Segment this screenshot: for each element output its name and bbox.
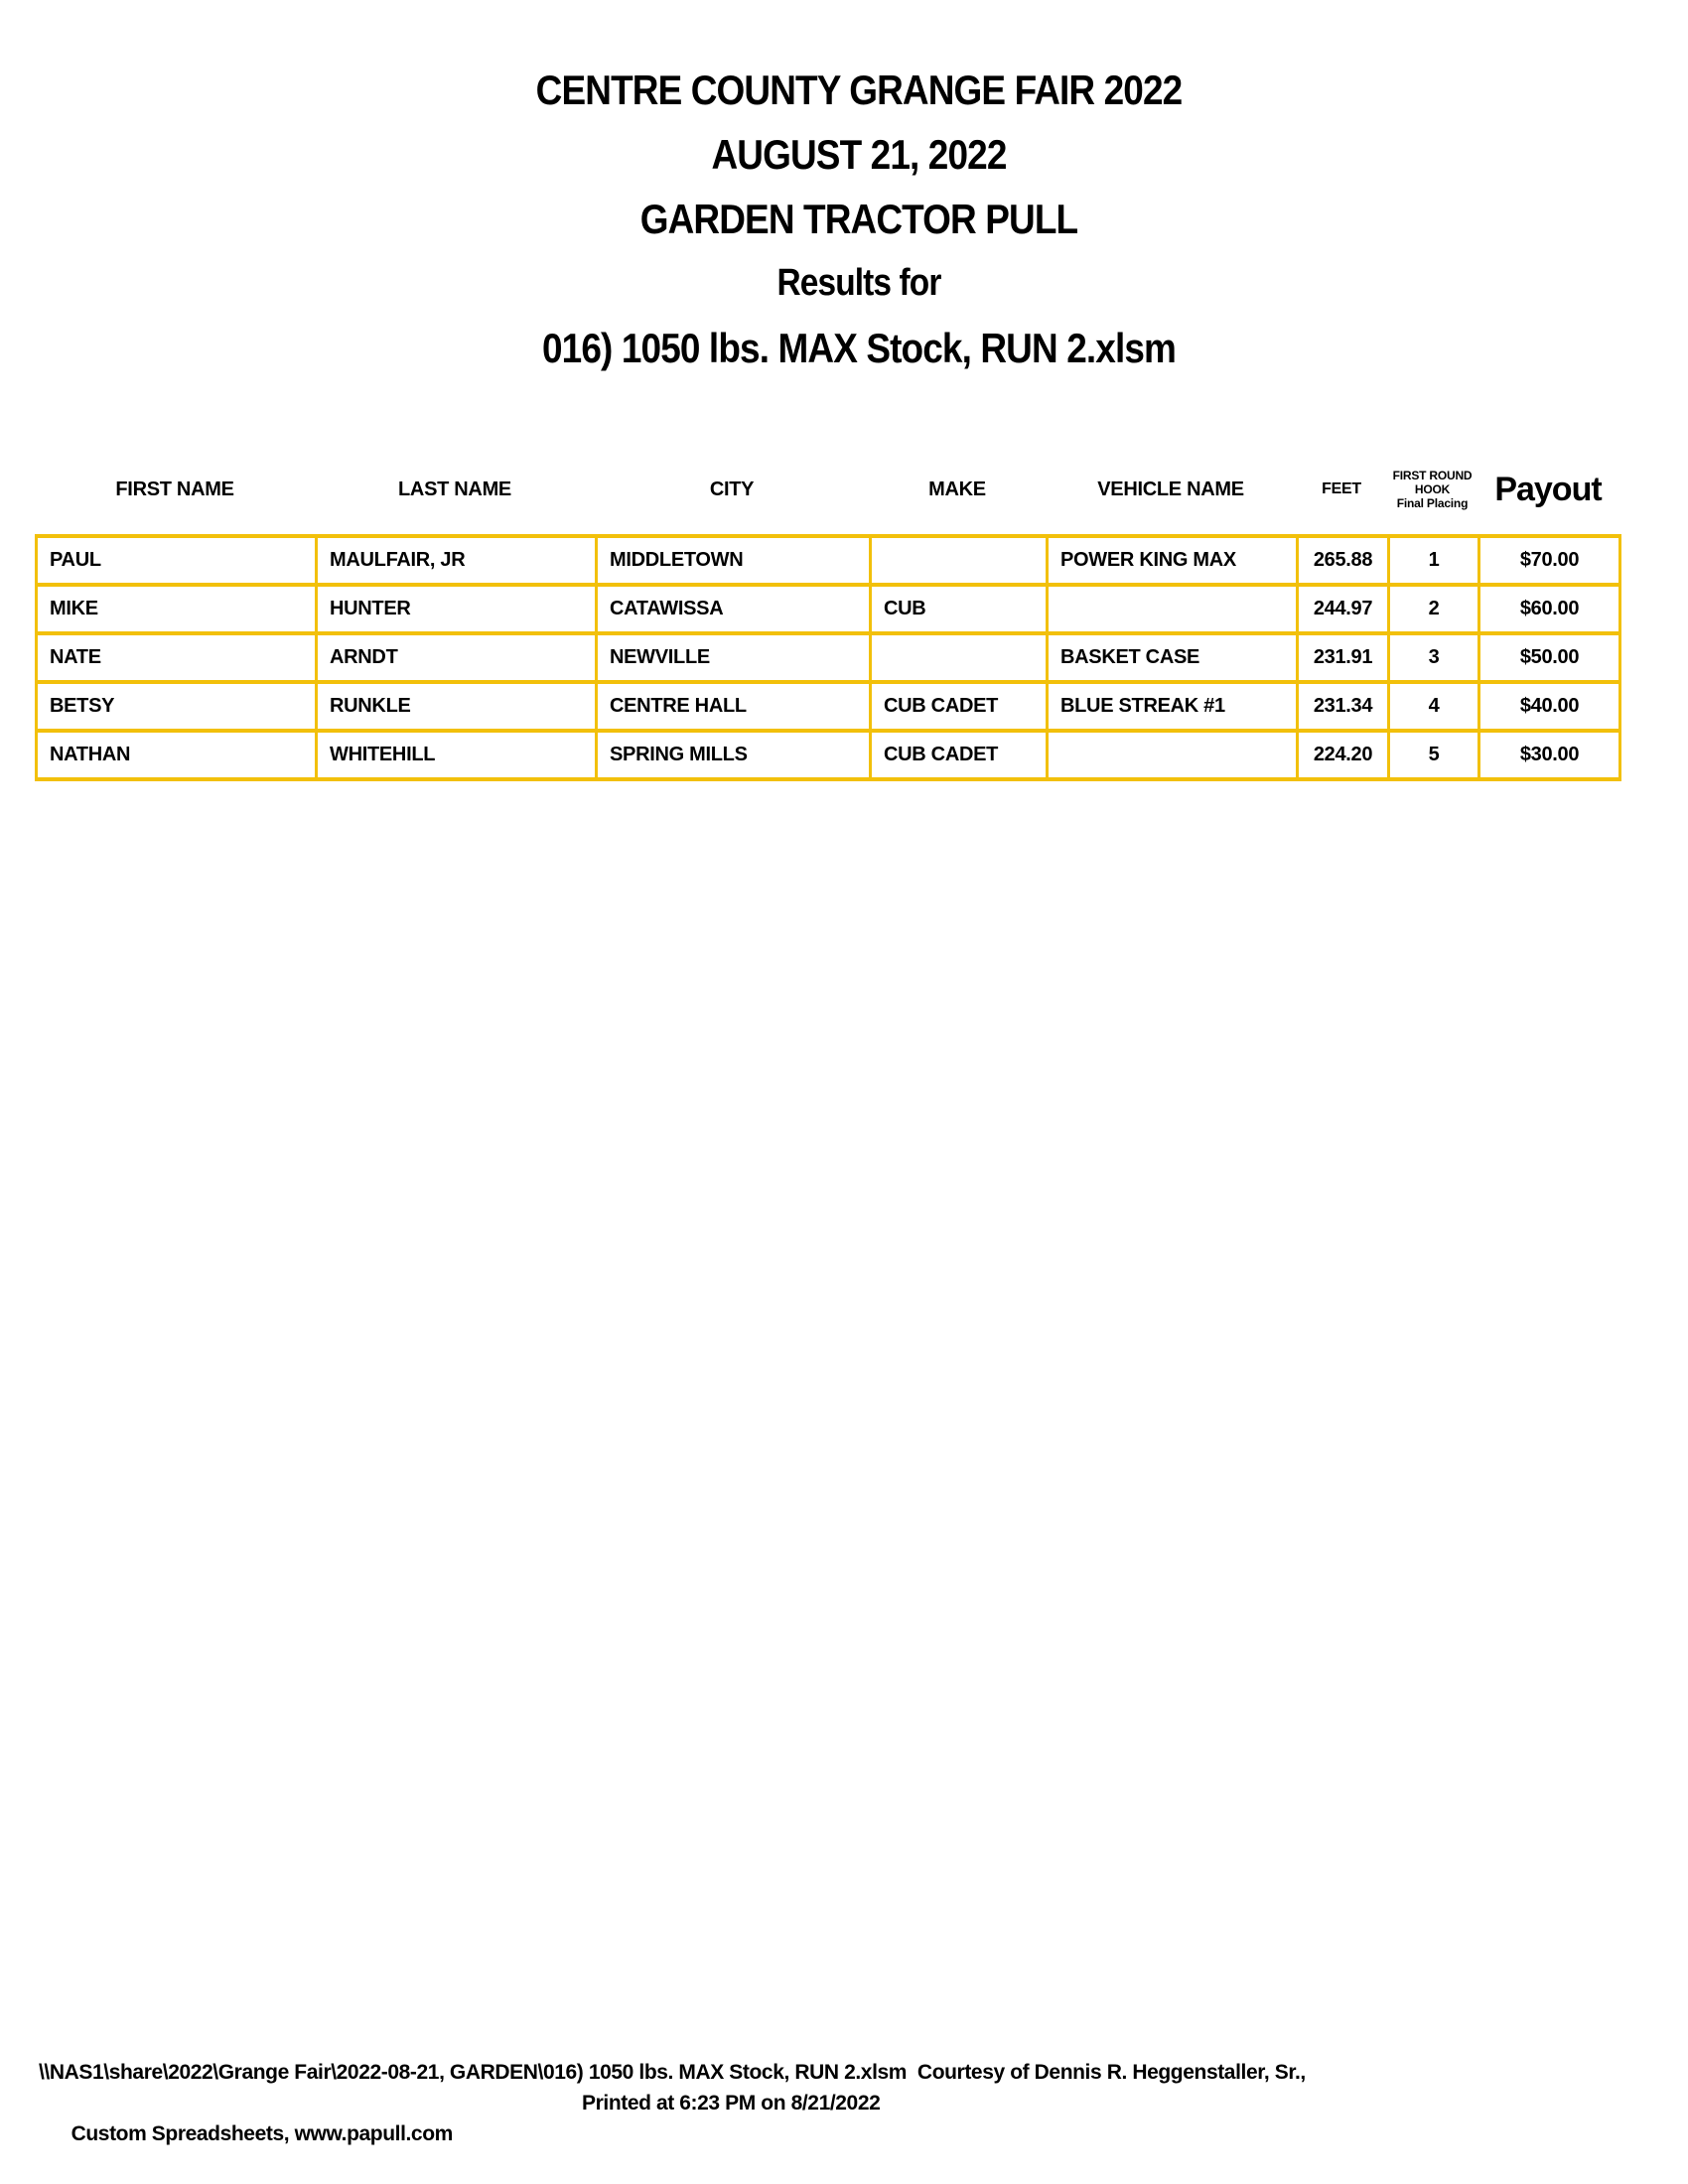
cell-placing: 3 bbox=[1389, 633, 1479, 682]
cell-city: CATAWISSA bbox=[597, 585, 871, 633]
cell-first-name: BETSY bbox=[37, 682, 317, 731]
footer-file-path: \\NAS1\share\2022\Grange Fair\2022-08-21, GARDEN\016) 1050 lbs. MAX Stock, RUN 2.xlsm Courtesy of Dennis R. Heggenstaller, Sr., bbox=[39, 2061, 1306, 2084]
footer-credit-line bbox=[39, 2088, 1647, 2184]
cell-payout: $50.00 bbox=[1479, 633, 1620, 682]
results-for-label: Results for bbox=[776, 262, 941, 304]
cell-vehicle-name: BLUE STREAK #1 bbox=[1048, 682, 1298, 731]
cell-city: CENTRE HALL bbox=[597, 682, 871, 731]
cell-first-name: NATHAN bbox=[37, 731, 317, 779]
col-header-first-round-hook bbox=[1387, 469, 1477, 510]
col-header-payout: Payout bbox=[1494, 470, 1602, 508]
cell-feet: 265.88 bbox=[1298, 536, 1389, 585]
cell-make: CUB CADET bbox=[871, 731, 1048, 779]
report-footer bbox=[39, 2057, 1647, 2184]
cell-city: NEWVILLE bbox=[597, 633, 871, 682]
cell-first-name: PAUL bbox=[37, 536, 317, 585]
table-row bbox=[37, 585, 1620, 633]
cell-payout: $60.00 bbox=[1479, 585, 1620, 633]
page-title: CENTRE COUNTY GRANGE FAIR 2022 bbox=[535, 67, 1183, 113]
cell-last-name: RUNKLE bbox=[317, 682, 597, 731]
col-header-hook-line3: Final Placing bbox=[1396, 496, 1469, 510]
cell-payout: $40.00 bbox=[1479, 682, 1620, 731]
cell-placing: 2 bbox=[1389, 585, 1479, 633]
col-header-hook-line1: FIRST ROUND bbox=[1392, 469, 1473, 482]
col-header-make: MAKE bbox=[928, 478, 986, 500]
event-date: AUGUST 21, 2022 bbox=[711, 131, 1007, 178]
cell-make: CUB CADET bbox=[871, 682, 1048, 731]
cell-make: CUB bbox=[871, 585, 1048, 633]
col-header-last-name: LAST NAME bbox=[398, 478, 511, 500]
table-column-headers bbox=[35, 445, 1618, 534]
cell-city: MIDDLETOWN bbox=[597, 536, 871, 585]
cell-feet: 224.20 bbox=[1298, 731, 1389, 779]
report-header bbox=[134, 58, 1585, 380]
cell-placing: 5 bbox=[1389, 731, 1479, 779]
cell-payout: $30.00 bbox=[1479, 731, 1620, 779]
cell-vehicle-name: BASKET CASE bbox=[1048, 633, 1298, 682]
class-file-name: 016) 1050 lbs. MAX Stock, RUN 2.xlsm bbox=[542, 325, 1176, 371]
table-row bbox=[37, 633, 1620, 682]
col-header-hook-line2: HOOK bbox=[1414, 482, 1451, 496]
cell-last-name: ARNDT bbox=[317, 633, 597, 682]
cell-last-name: HUNTER bbox=[317, 585, 597, 633]
results-table bbox=[35, 534, 1621, 781]
cell-make bbox=[871, 633, 1048, 682]
cell-vehicle-name: POWER KING MAX bbox=[1048, 536, 1298, 585]
cell-first-name: MIKE bbox=[37, 585, 317, 633]
table-row bbox=[37, 536, 1620, 585]
footer-printed-at: Printed at 6:23 PM on 8/21/2022 bbox=[582, 2092, 881, 2115]
cell-last-name: WHITEHILL bbox=[317, 731, 597, 779]
footer-credit: Custom Spreadsheets, www.papull.com bbox=[70, 2122, 453, 2145]
col-header-feet: FEET bbox=[1322, 480, 1361, 497]
cell-placing: 4 bbox=[1389, 682, 1479, 731]
cell-feet: 231.34 bbox=[1298, 682, 1389, 731]
table-row bbox=[37, 682, 1620, 731]
table-row bbox=[37, 731, 1620, 779]
cell-payout: $70.00 bbox=[1479, 536, 1620, 585]
cell-make bbox=[871, 536, 1048, 585]
cell-feet: 244.97 bbox=[1298, 585, 1389, 633]
col-header-first-name: FIRST NAME bbox=[115, 478, 234, 500]
cell-feet: 231.91 bbox=[1298, 633, 1389, 682]
cell-city: SPRING MILLS bbox=[597, 731, 871, 779]
cell-vehicle-name bbox=[1048, 585, 1298, 633]
cell-first-name: NATE bbox=[37, 633, 317, 682]
col-header-city: CITY bbox=[709, 478, 755, 500]
cell-vehicle-name bbox=[1048, 731, 1298, 779]
event-name: GARDEN TRACTOR PULL bbox=[639, 196, 1078, 242]
col-header-vehicle-name: VEHICLE NAME bbox=[1097, 478, 1244, 500]
cell-last-name: MAULFAIR, JR bbox=[317, 536, 597, 585]
cell-placing: 1 bbox=[1389, 536, 1479, 585]
